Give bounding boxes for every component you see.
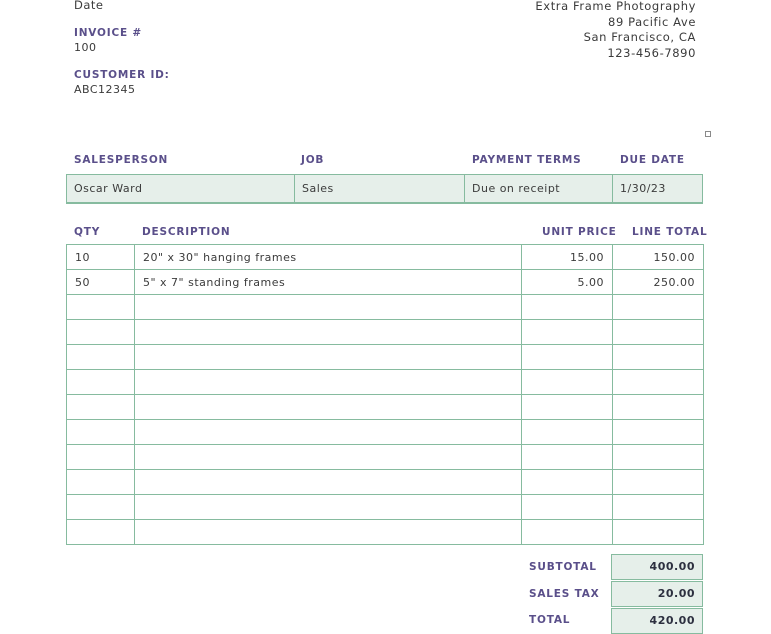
unit-price-cell[interactable] xyxy=(522,345,613,370)
unit-price-cell[interactable] xyxy=(522,520,613,545)
unit-price-cell[interactable] xyxy=(522,395,613,420)
unit-price-cell[interactable]: 5.00 xyxy=(522,270,613,295)
qty-cell[interactable] xyxy=(67,345,135,370)
description-cell[interactable] xyxy=(135,370,522,395)
qty-cell[interactable] xyxy=(67,520,135,545)
qty-cell[interactable]: 10 xyxy=(67,245,135,270)
description-cell[interactable] xyxy=(135,295,522,320)
sales-tax-value[interactable]: 20.00 xyxy=(611,581,703,607)
unit-price-cell[interactable] xyxy=(522,420,613,445)
table-row xyxy=(67,245,704,270)
date-label: Date xyxy=(74,0,104,12)
company-phone[interactable]: 123-456-7890 xyxy=(607,45,696,60)
description-cell[interactable]: 5" x 7" standing frames xyxy=(135,270,522,295)
qty-header: QTY xyxy=(74,226,101,238)
description-cell[interactable] xyxy=(135,520,522,545)
table-row xyxy=(67,445,704,470)
salesperson-header: SALESPERSON xyxy=(74,154,169,166)
total-label: TOTAL xyxy=(529,614,571,626)
due-date-cell[interactable]: 1/30/23 xyxy=(620,182,666,195)
unit-price-cell[interactable] xyxy=(522,370,613,395)
line-total-cell[interactable] xyxy=(613,320,704,345)
unit-price-cell[interactable] xyxy=(522,495,613,520)
table-row xyxy=(67,345,704,370)
unit-price-header: UNIT PRICE xyxy=(542,226,617,238)
invoice-number-value[interactable]: 100 xyxy=(74,41,97,54)
line-total-cell[interactable] xyxy=(613,420,704,445)
unit-price-cell[interactable] xyxy=(522,445,613,470)
table-row xyxy=(67,495,704,520)
line-total-cell[interactable] xyxy=(613,370,704,395)
line-total-cell[interactable] xyxy=(613,345,704,370)
sales-info-row xyxy=(66,174,703,204)
line-total-cell[interactable] xyxy=(613,470,704,495)
table-row xyxy=(67,470,704,495)
company-address-block xyxy=(535,0,696,61)
line-total-cell[interactable]: 150.00 xyxy=(613,245,704,270)
sales-tax-label: SALES TAX xyxy=(529,588,600,600)
qty-cell[interactable] xyxy=(67,370,135,395)
description-cell[interactable] xyxy=(135,495,522,520)
qty-cell[interactable] xyxy=(67,320,135,345)
description-cell[interactable] xyxy=(135,420,522,445)
qty-cell[interactable] xyxy=(67,420,135,445)
payment-terms-header: PAYMENT TERMS xyxy=(472,154,582,166)
qty-cell[interactable] xyxy=(67,445,135,470)
salesperson-cell[interactable]: Oscar Ward xyxy=(67,175,295,202)
company-street[interactable]: 89 Pacific Ave xyxy=(608,14,696,29)
job-cell[interactable]: Sales xyxy=(295,175,465,202)
line-total-cell[interactable] xyxy=(613,520,704,545)
total-value[interactable]: 420.00 xyxy=(611,608,703,634)
table-row xyxy=(67,270,704,295)
customer-id-value[interactable]: ABC12345 xyxy=(74,83,136,96)
description-header: DESCRIPTION xyxy=(142,226,231,238)
subtotal-value[interactable]: 400.00 xyxy=(611,554,703,580)
line-total-cell[interactable] xyxy=(613,295,704,320)
subtotal-label: SUBTOTAL xyxy=(529,561,597,573)
company-city[interactable]: San Francisco, CA xyxy=(583,30,696,44)
line-items-table xyxy=(66,244,704,545)
qty-cell[interactable] xyxy=(67,495,135,520)
customer-id-label: CUSTOMER ID: xyxy=(74,69,170,81)
table-row xyxy=(67,395,704,420)
description-cell[interactable] xyxy=(135,320,522,345)
line-total-cell[interactable] xyxy=(613,445,704,470)
unit-price-cell[interactable] xyxy=(522,295,613,320)
resize-handle[interactable] xyxy=(705,131,711,137)
qty-cell[interactable] xyxy=(67,295,135,320)
description-cell[interactable] xyxy=(135,395,522,420)
description-cell[interactable]: 20" x 30" hanging frames xyxy=(135,245,522,270)
company-name[interactable]: Extra Frame Photography xyxy=(535,0,696,13)
table-row xyxy=(67,420,704,445)
table-row xyxy=(67,370,704,395)
job-header: JOB xyxy=(301,154,325,166)
due-date-header: DUE DATE xyxy=(620,154,685,166)
qty-cell[interactable] xyxy=(67,470,135,495)
table-row xyxy=(67,295,704,320)
unit-price-cell[interactable] xyxy=(522,470,613,495)
qty-cell[interactable] xyxy=(67,395,135,420)
description-cell[interactable] xyxy=(135,470,522,495)
unit-price-cell[interactable] xyxy=(522,320,613,345)
description-cell[interactable] xyxy=(135,345,522,370)
unit-price-cell[interactable]: 15.00 xyxy=(522,245,613,270)
line-total-cell[interactable]: 250.00 xyxy=(613,270,704,295)
line-total-cell[interactable] xyxy=(613,495,704,520)
line-total-cell[interactable] xyxy=(613,395,704,420)
line-total-header: LINE TOTAL xyxy=(632,226,708,238)
payment-terms-cell[interactable]: Due on receipt xyxy=(465,175,613,202)
table-row xyxy=(67,520,704,545)
description-cell[interactable] xyxy=(135,445,522,470)
qty-cell[interactable]: 50 xyxy=(67,270,135,295)
invoice-number-label: INVOICE # xyxy=(74,27,143,39)
table-row xyxy=(67,320,704,345)
